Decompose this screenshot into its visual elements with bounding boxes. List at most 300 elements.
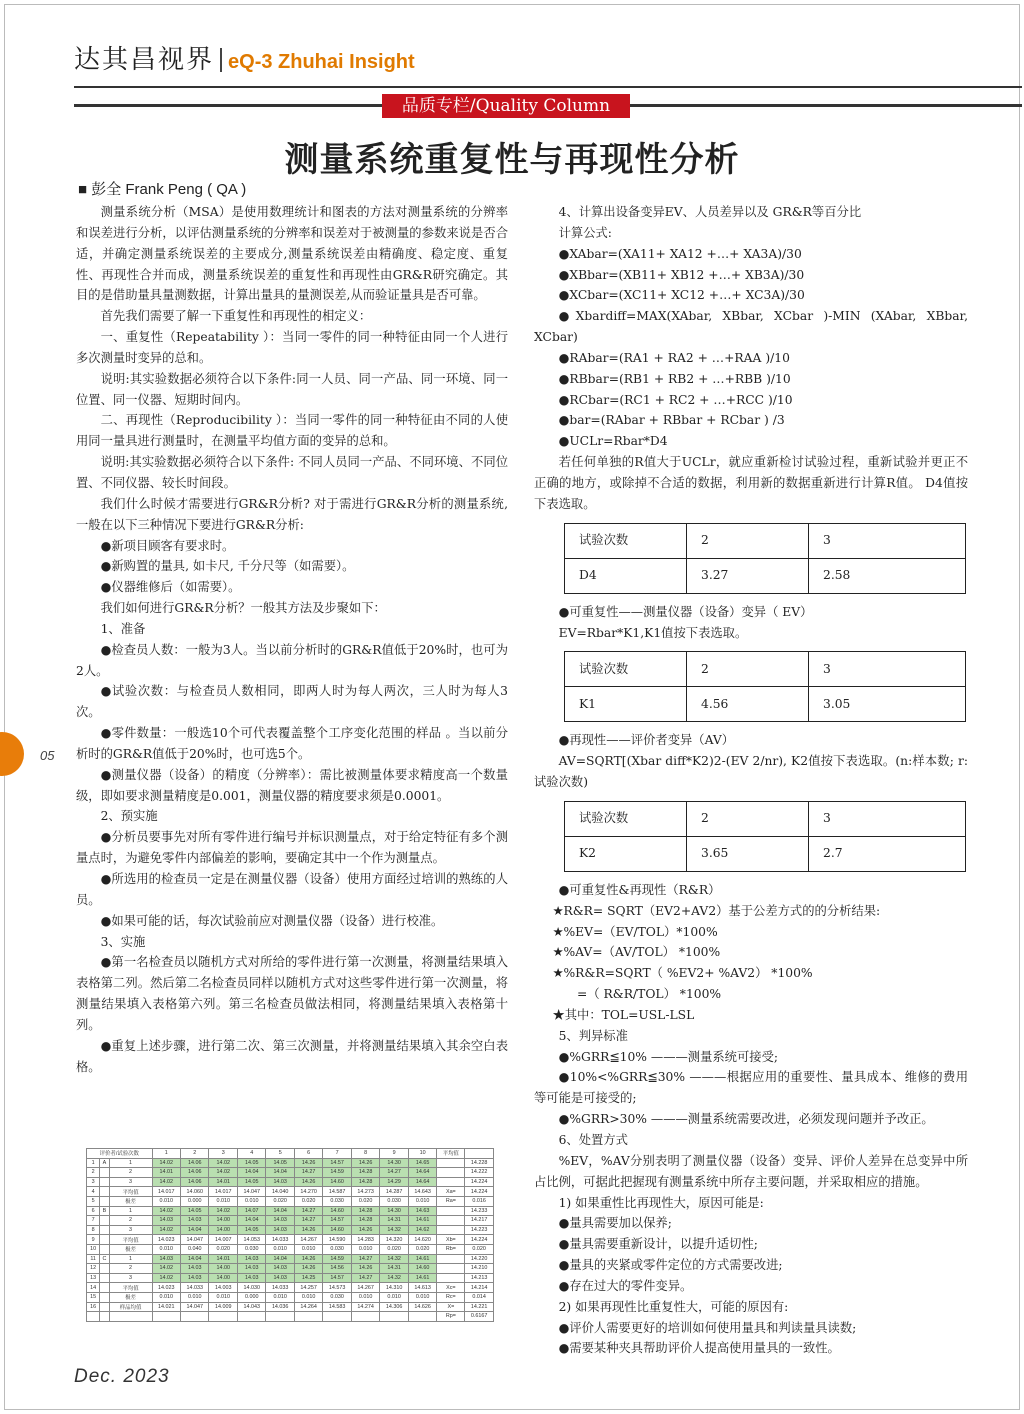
magazine-name-en: eQ-3 Zhuhai Insight xyxy=(228,51,415,73)
article-title: 测量系统重复性与再现性分析 xyxy=(284,140,740,180)
paragraph: ●第一名检查员以随机方式对所给的零件进行第一次测量，将测量结果填入表格第二列。然后第二名检查员同样以随机方式对这些零件进行第一次测量，将测量结果填入表格第六列。第三名检查员做法相同，将测量结果填入表格第十列。 xyxy=(76,955,508,1032)
table-cell: 0.020 xyxy=(380,1244,408,1254)
table-cell: 0.010 xyxy=(294,1292,322,1302)
table-cell: 2 xyxy=(687,652,809,687)
paragraph: 测量系统分析（MSA）是使用数理统计和图表的方法对测量系统的分辨率和误差进行分析，以评估测量系统的分辨率和误差对于被测量的参数来说是否合适，并确定测量系统误差的主要成分,测量系统误差由精确度、稳定度、重复性、再现性合并而成，测量系统误差的重复性和再现性由GR&R研究确定。其目的是借助量具量测数据，计算出量具的量测误差,从而验证量具是否可靠。 xyxy=(76,205,508,303)
table-cell: 样品均值 xyxy=(109,1302,152,1312)
table-cell: 14.63 xyxy=(408,1206,436,1216)
table-cell: 0.030 xyxy=(380,1196,408,1206)
table-cell: 14.03 xyxy=(152,1216,180,1226)
table-cell: B xyxy=(100,1206,109,1216)
table-cell: 14.28 xyxy=(351,1168,379,1178)
paragraph: ●再现性——评价者变异（AV） xyxy=(558,733,735,748)
paragraph: 说明:其实验数据必须符合以下条件: 不同人员同一产品、不同环境、不同位置、不同仪器、较长时间段。 xyxy=(76,455,508,490)
table-cell: 14.31 xyxy=(380,1216,408,1226)
table-cell: 0.010 xyxy=(237,1196,265,1206)
table-cell: 14.643 xyxy=(408,1187,436,1197)
table-cell: 0.030 xyxy=(323,1196,351,1206)
table-cell: 14.31 xyxy=(380,1264,408,1274)
table-row xyxy=(565,523,966,558)
table-cell: 6 xyxy=(294,1149,322,1159)
table-row xyxy=(87,1158,494,1168)
table-cell: 14.03 xyxy=(266,1273,294,1283)
table-cell: 3.27 xyxy=(687,558,809,593)
table-cell: 2 xyxy=(687,523,809,558)
table-cell: 0.030 xyxy=(237,1244,265,1254)
table-cell: 14.214 xyxy=(465,1283,494,1293)
paragraph: ★其中：TOL=USL-LSL xyxy=(552,1007,695,1022)
right-paragraphs-d xyxy=(534,880,968,1359)
paragraph: ●如果可能的话，每次试验前应对测量仪器（设备）进行校准。 xyxy=(100,913,444,928)
table-cell: 14.26 xyxy=(294,1254,322,1264)
paragraph: ●需要某种夹具帮助评价人提高使用量具的一致性。 xyxy=(558,1341,840,1356)
table-cell: 14.07 xyxy=(237,1206,265,1216)
table-cell: 0.010 xyxy=(294,1244,322,1254)
table-cell: 14.583 xyxy=(323,1302,351,1312)
table-cell: 0.6167 xyxy=(465,1312,494,1322)
table-cell: 14 xyxy=(87,1283,100,1293)
table-cell: 14.224 xyxy=(465,1235,494,1245)
table-row xyxy=(87,1177,494,1187)
table-cell: 14.220 xyxy=(465,1254,494,1264)
table-cell: 14.273 xyxy=(351,1187,379,1197)
table-cell: 评价者/试验次数 xyxy=(87,1149,153,1159)
table-cell: 1 xyxy=(87,1158,100,1168)
table-cell: 14.60 xyxy=(323,1177,351,1187)
table-cell xyxy=(437,1225,465,1235)
left-paragraphs xyxy=(76,202,508,1077)
table-cell: 2 xyxy=(109,1264,152,1274)
table-cell: 14.62 xyxy=(408,1225,436,1235)
table-cell: 0.020 xyxy=(408,1244,436,1254)
paragraph: 一、重复性（Repeatability ）：当同一零件的同一种特征由同一个人进行多次测量时变异的总和。 xyxy=(76,330,508,365)
table-cell: 14.26 xyxy=(351,1264,379,1274)
table-cell: 9 xyxy=(380,1149,408,1159)
issue-date: Dec. 2023 xyxy=(74,1366,170,1387)
table-cell: 14.27 xyxy=(351,1273,379,1283)
table-row xyxy=(87,1273,494,1283)
table-cell: 3 xyxy=(809,523,966,558)
table-cell: 14.306 xyxy=(380,1302,408,1312)
table-cell: 14.03 xyxy=(237,1273,265,1283)
table-cell: 14.32 xyxy=(380,1254,408,1264)
table-cell xyxy=(100,1235,109,1245)
paragraph: ●零件数量：一般选10个可代表覆盖整个工序变化范围的样品 。当以前分析时的GR&R值低于20%时，也可选5个。 xyxy=(76,726,508,761)
table-cell: 14.27 xyxy=(294,1206,322,1216)
table-cell: 0.030 xyxy=(323,1244,351,1254)
paragraph: ●XBbar=(XB11+ XB12 +…+ XB3A)/30 xyxy=(558,267,805,282)
table-row xyxy=(87,1187,494,1197)
table-cell: 0.010 xyxy=(209,1196,237,1206)
table-cell: 14.59 xyxy=(323,1168,351,1178)
table-row xyxy=(565,652,966,687)
table-cell xyxy=(100,1312,109,1322)
table-cell: 0.000 xyxy=(181,1196,209,1206)
table-cell: 14.03 xyxy=(181,1264,209,1274)
table-cell: 0.010 xyxy=(380,1292,408,1302)
table-cell xyxy=(100,1244,109,1254)
paragraph: ●检查员人数：一般为3人。当以前分析时的GR&R值低于20%时，也可为2人。 xyxy=(76,642,508,678)
table-row xyxy=(87,1244,494,1254)
table-cell: 14.590 xyxy=(323,1235,351,1245)
table-cell: 3 xyxy=(809,801,966,836)
table-cell: 14.32 xyxy=(380,1225,408,1235)
table-cell: 14.267 xyxy=(351,1283,379,1293)
table-cell: 14.03 xyxy=(152,1254,180,1264)
table-cell xyxy=(323,1312,351,1322)
table-cell: 极差 xyxy=(109,1196,152,1206)
table-cell: 0.020 xyxy=(266,1196,294,1206)
table-cell: 极差 xyxy=(109,1292,152,1302)
table-cell: 2.58 xyxy=(809,558,966,593)
table-cell xyxy=(100,1196,109,1206)
table-cell: 14.270 xyxy=(294,1187,322,1197)
table-row xyxy=(87,1283,494,1293)
table-cell: 14.26 xyxy=(294,1158,322,1168)
table-cell xyxy=(437,1206,465,1216)
table-cell: 0.010 xyxy=(152,1292,180,1302)
table-cell: 平均值 xyxy=(109,1235,152,1245)
table-cell: 15 xyxy=(87,1292,100,1302)
table-cell: 3 xyxy=(87,1177,100,1187)
table-cell: 3 xyxy=(209,1149,237,1159)
paragraph: ●XAbar=(XA11+ XA12 +…+ XA3A)/30 xyxy=(558,246,802,261)
table-cell: Xb= xyxy=(437,1235,465,1245)
table-cell: 7 xyxy=(323,1149,351,1159)
paragraph: 我们如何进行GR&R分析？一般其方法及步聚如下： xyxy=(100,601,386,616)
paragraph: ●测量仪器（设备）的精度（分辨率）：需比被测量体要求精度高一个数量级，即如要求测量精度是0.001，测量仪器的精度要求须是0.0001。 xyxy=(76,767,508,803)
paragraph: ★%AV=（AV/TOL） *100% xyxy=(552,945,721,960)
table-cell: 14.03 xyxy=(266,1216,294,1226)
paragraph: ●新购置的量具, 如卡尺, 千分尺等（如需要）。 xyxy=(100,559,355,574)
table-cell: 3 xyxy=(109,1225,152,1235)
table-cell: 9 xyxy=(87,1235,100,1245)
paragraph: EV=Rbar*K1,K1值按下表选取。 xyxy=(558,625,748,640)
table-cell: X= xyxy=(437,1302,465,1312)
table-cell: 1 xyxy=(109,1254,152,1264)
table-cell: 10 xyxy=(87,1244,100,1254)
paragraph: ★R&R= SQRT（EV2+AV2）基于公差方式的的分析结果: xyxy=(552,903,881,918)
table-cell: C xyxy=(100,1254,109,1264)
table-cell: 14.06 xyxy=(181,1177,209,1187)
table-cell: 14.03 xyxy=(237,1264,265,1274)
table-cell xyxy=(351,1312,379,1322)
table-cell: 14.27 xyxy=(351,1254,379,1264)
paragraph: ●可重复性——测量仪器（设备）变异（ EV） xyxy=(558,604,813,619)
table-cell xyxy=(437,1216,465,1226)
table-cell: 14.61 xyxy=(408,1254,436,1264)
table-cell: 14.57 xyxy=(323,1273,351,1283)
table-cell xyxy=(294,1312,322,1322)
table-cell: 14.04 xyxy=(237,1168,265,1178)
header-separator xyxy=(220,48,222,72)
table-cell: 平均值 xyxy=(437,1149,465,1159)
right-column xyxy=(534,202,968,1359)
table-cell: 2.7 xyxy=(809,836,966,871)
table-cell: 14.06 xyxy=(181,1158,209,1168)
table-cell: 0.010 xyxy=(152,1244,180,1254)
table-cell: 14.626 xyxy=(408,1302,436,1312)
d4-table xyxy=(564,523,966,594)
table-cell xyxy=(237,1312,265,1322)
table-cell: 14.040 xyxy=(266,1187,294,1197)
paragraph: 计算公式: xyxy=(558,225,612,240)
table-row xyxy=(565,687,966,722)
table-cell: 14.01 xyxy=(152,1168,180,1178)
table-cell: 0.020 xyxy=(294,1196,322,1206)
table-cell: 14.28 xyxy=(351,1177,379,1187)
table-cell: 14.03 xyxy=(266,1264,294,1274)
table-cell: 14.60 xyxy=(408,1264,436,1274)
table-cell xyxy=(100,1273,109,1283)
table-row xyxy=(87,1264,494,1274)
table-cell xyxy=(209,1312,237,1322)
grr-data-table xyxy=(86,1148,494,1322)
table-cell: 14.02 xyxy=(152,1177,180,1187)
table-cell xyxy=(437,1254,465,1264)
table-cell: 14.60 xyxy=(323,1206,351,1216)
table-cell: A xyxy=(100,1158,109,1168)
table-cell: 14.26 xyxy=(351,1225,379,1235)
table-cell: 14.04 xyxy=(266,1168,294,1178)
table-cell: 1 xyxy=(109,1206,152,1216)
table-cell: 14.257 xyxy=(294,1283,322,1293)
table-row xyxy=(87,1235,494,1245)
table-cell: 14.047 xyxy=(181,1302,209,1312)
paragraph: ●可重复性&再现性（R&R） xyxy=(558,882,721,897)
table-cell: 14.224 xyxy=(465,1177,494,1187)
table-cell: D4 xyxy=(565,558,687,593)
table-cell: 14.017 xyxy=(209,1187,237,1197)
table-cell: 14.01 xyxy=(209,1177,237,1187)
table-cell: 14.60 xyxy=(323,1225,351,1235)
paragraph: 若任何单独的R值大于UCLr，就应重新检讨试验过程，重新试验并更正不正确的地方，或除掉不合适的数据，利用新的数据重新进行计算R值。 D4值按下表选取。 xyxy=(534,455,968,511)
table-cell: 0.010 xyxy=(266,1292,294,1302)
table-cell: 14.02 xyxy=(152,1273,180,1283)
table-cell: 试验次数 xyxy=(565,652,687,687)
paragraph: 2) 如果再现性比重复性大，可能的原因有: xyxy=(558,1299,789,1314)
table-cell xyxy=(100,1283,109,1293)
table-cell: 14.64 xyxy=(408,1168,436,1178)
table-cell: 14.00 xyxy=(209,1216,237,1226)
table-cell: 0.010 xyxy=(181,1292,209,1302)
table-cell: 14.64 xyxy=(408,1177,436,1187)
table-cell: 14.05 xyxy=(237,1177,265,1187)
table-cell xyxy=(380,1312,408,1322)
table-cell: 2 xyxy=(109,1216,152,1226)
table-cell: 4 xyxy=(237,1149,265,1159)
table-cell: 14.060 xyxy=(181,1187,209,1197)
table-cell: 14.57 xyxy=(323,1158,351,1168)
table-row xyxy=(87,1292,494,1302)
table-cell: 14.274 xyxy=(351,1302,379,1312)
table-cell: 14.61 xyxy=(408,1273,436,1283)
table-cell: 14.03 xyxy=(266,1225,294,1235)
table-row xyxy=(87,1206,494,1216)
table-cell: 14.04 xyxy=(181,1254,209,1264)
paragraph: ●仪器维修后（如需要）。 xyxy=(100,580,241,595)
paragraph: 6、处置方式 xyxy=(558,1133,628,1147)
paragraph: 3、实施 xyxy=(100,934,146,949)
table-row xyxy=(565,558,966,593)
table-cell: 14.04 xyxy=(266,1206,294,1216)
table-cell: 14.043 xyxy=(237,1302,265,1312)
table-row xyxy=(87,1312,494,1322)
table-row xyxy=(87,1168,494,1178)
table-cell: 14.27 xyxy=(294,1216,322,1226)
table-cell: Rp= xyxy=(437,1312,465,1322)
paragraph: ●RBbar=(RB1 + RB2 + …+RBB )/10 xyxy=(558,371,791,386)
table-cell: 14.02 xyxy=(209,1158,237,1168)
table-cell: Rc= xyxy=(437,1292,465,1302)
right-paragraphs-a xyxy=(534,202,968,515)
table-cell xyxy=(100,1302,109,1312)
table-cell xyxy=(408,1312,436,1322)
table-row xyxy=(87,1216,494,1226)
paragraph: ●分析员要事先对所有零件进行编号并标识测量点，对于给定特征有多个测量点时，为避免零件内部偏差的影响，要确定其中一个作为测量点。 xyxy=(76,830,508,866)
table-row xyxy=(565,801,966,836)
table-cell xyxy=(100,1168,109,1178)
table-cell: 14.310 xyxy=(380,1283,408,1293)
table-cell: 3 xyxy=(109,1177,152,1187)
table-cell xyxy=(87,1312,100,1322)
table-cell xyxy=(152,1312,180,1322)
table-cell: 0.010 xyxy=(152,1196,180,1206)
table-cell: 5 xyxy=(266,1149,294,1159)
paragraph: ●XCbar=(XC11+ XC12 +…+ XC3A)/30 xyxy=(558,288,805,303)
table-cell: K2 xyxy=(565,836,687,871)
table-row xyxy=(87,1196,494,1206)
table-cell: 极差 xyxy=(109,1244,152,1254)
table-cell: 14.023 xyxy=(152,1235,180,1245)
table-cell xyxy=(437,1168,465,1178)
table-cell: Xc= xyxy=(437,1283,465,1293)
table-cell: 0.016 xyxy=(465,1196,494,1206)
table-cell: 3 xyxy=(809,652,966,687)
header-rule xyxy=(74,86,1022,88)
table-cell: 14.28 xyxy=(351,1206,379,1216)
table-row xyxy=(87,1225,494,1235)
table-cell: 14.00 xyxy=(209,1264,237,1274)
table-cell: 14.02 xyxy=(209,1206,237,1216)
k2-table xyxy=(564,801,966,872)
table-cell: 1 xyxy=(109,1158,152,1168)
table-cell: 14.023 xyxy=(152,1283,180,1293)
table-cell: 14.224 xyxy=(465,1187,494,1197)
paragraph: ●Xbardiff=MAX(XAbar, XBbar, XCbar )-MIN (XAbar, XBbar, XCbar) xyxy=(534,309,968,345)
table-cell: 14.00 xyxy=(209,1225,237,1235)
table-cell: Xa= xyxy=(437,1187,465,1197)
table-cell: 14.05 xyxy=(181,1206,209,1216)
right-paragraphs-b xyxy=(534,602,968,644)
table-cell: 0.010 xyxy=(408,1292,436,1302)
table-cell: 14.03 xyxy=(266,1177,294,1187)
paragraph: 我们什么时候才需要进行GR&R分析? 对于需进行GR&R分析的测量系统,一般在以下三种情况下要进行GR&R分析: xyxy=(76,496,508,532)
paragraph: ●评价人需要更好的培训如何使用量具和判读量具读数; xyxy=(558,1320,857,1335)
paragraph: ●UCLr=Rbar*D4 xyxy=(558,434,668,449)
table-cell: 14.222 xyxy=(465,1168,494,1178)
table-cell: 4 xyxy=(87,1187,100,1197)
table-cell: Rb= xyxy=(437,1244,465,1254)
table-cell: 16 xyxy=(87,1302,100,1312)
paragraph: =（ R&R/TOL） *100% xyxy=(552,987,722,1002)
table-cell xyxy=(100,1264,109,1274)
table-cell: 14.02 xyxy=(152,1158,180,1168)
table-cell: 10 xyxy=(408,1149,436,1159)
table-cell: 14.587 xyxy=(323,1187,351,1197)
table-row xyxy=(87,1149,494,1159)
table-cell: 14.56 xyxy=(323,1264,351,1274)
column-tag: 品质专栏/Quality Column xyxy=(382,94,630,118)
table-cell: 14.210 xyxy=(465,1264,494,1274)
table-cell: 14.02 xyxy=(152,1264,180,1274)
table-cell: 14.04 xyxy=(181,1225,209,1235)
paragraph: ●10%<%GRR≦30% ———根据应用的重要性、量具成本、维修的费用等可能是可接受的; xyxy=(534,1070,968,1106)
k1-table xyxy=(564,651,966,722)
table-cell: 4.56 xyxy=(687,687,809,722)
table-cell: 14.053 xyxy=(237,1235,265,1245)
table-cell: 14.017 xyxy=(152,1187,180,1197)
table-cell: 14.047 xyxy=(237,1187,265,1197)
table-cell: 8 xyxy=(351,1149,379,1159)
table-cell xyxy=(100,1292,109,1302)
table-cell: 14.02 xyxy=(152,1206,180,1216)
table-cell: 7 xyxy=(87,1216,100,1226)
table-cell: 2 xyxy=(181,1149,209,1159)
table-cell: 14.59 xyxy=(323,1254,351,1264)
table-cell: 8 xyxy=(87,1225,100,1235)
table-cell: 14.03 xyxy=(237,1254,265,1264)
table-cell: 14.036 xyxy=(266,1302,294,1312)
table-cell: 6 xyxy=(87,1206,100,1216)
table-cell: 0.040 xyxy=(181,1244,209,1254)
table-cell: 12 xyxy=(87,1264,100,1274)
table-cell: 0.010 xyxy=(351,1292,379,1302)
table-cell: 14.047 xyxy=(181,1235,209,1245)
table-cell: 14.003 xyxy=(209,1283,237,1293)
table-cell: 0.010 xyxy=(209,1292,237,1302)
table-cell: 14.287 xyxy=(380,1187,408,1197)
table-cell: 14.267 xyxy=(294,1235,322,1245)
paragraph: ★%R&R=SQRT（ %EV2+ %AV2） *100% xyxy=(552,966,813,981)
paragraph: 5、判异标准 xyxy=(558,1028,628,1043)
paragraph: ●试验次数：与检查员人数相同，即两人时为每人两次，三人时为每人3次。 xyxy=(76,684,508,720)
table-cell: 14.021 xyxy=(152,1302,180,1312)
paragraph: %EV，%AV分别表明了测量仪器（设备）变异、评价人差异在总变异中所占比例，可据此把握现有测量系统中所存主要问题，并采取相应的措施。 xyxy=(534,1153,968,1189)
table-cell: 0.010 xyxy=(351,1244,379,1254)
table-cell: 平均值 xyxy=(109,1187,152,1197)
table-cell: 14.27 xyxy=(294,1168,322,1178)
table-cell: 3 xyxy=(109,1273,152,1283)
table-cell xyxy=(437,1158,465,1168)
table-cell: 14.264 xyxy=(294,1302,322,1312)
paragraph: 说明:其实验数据必须符合以下条件:同一人员、同一产品、同一环境、同一位置、同一仪器、短期时间内。 xyxy=(76,371,508,407)
table-cell: 3.65 xyxy=(687,836,809,871)
table-cell xyxy=(100,1187,109,1197)
table-cell: 14.02 xyxy=(209,1168,237,1178)
table-cell: 14.30 xyxy=(380,1206,408,1216)
table-row xyxy=(87,1254,494,1264)
paragraph: 4、计算出设备变异EV、人员差异以及 GR&R等百分比 xyxy=(558,205,862,219)
paragraph: ●RAbar=(RA1 + RA2 + …+RAA )/10 xyxy=(558,350,790,365)
table-cell: 0.020 xyxy=(465,1244,494,1254)
table-cell: 14.320 xyxy=(380,1235,408,1245)
table-cell: 5 xyxy=(87,1196,100,1206)
table-cell: 14.29 xyxy=(380,1177,408,1187)
paragraph: 1) 如果重性比再现性大，原因可能是: xyxy=(558,1195,764,1210)
table-cell: 14.573 xyxy=(323,1283,351,1293)
table-cell: 13 xyxy=(87,1273,100,1283)
